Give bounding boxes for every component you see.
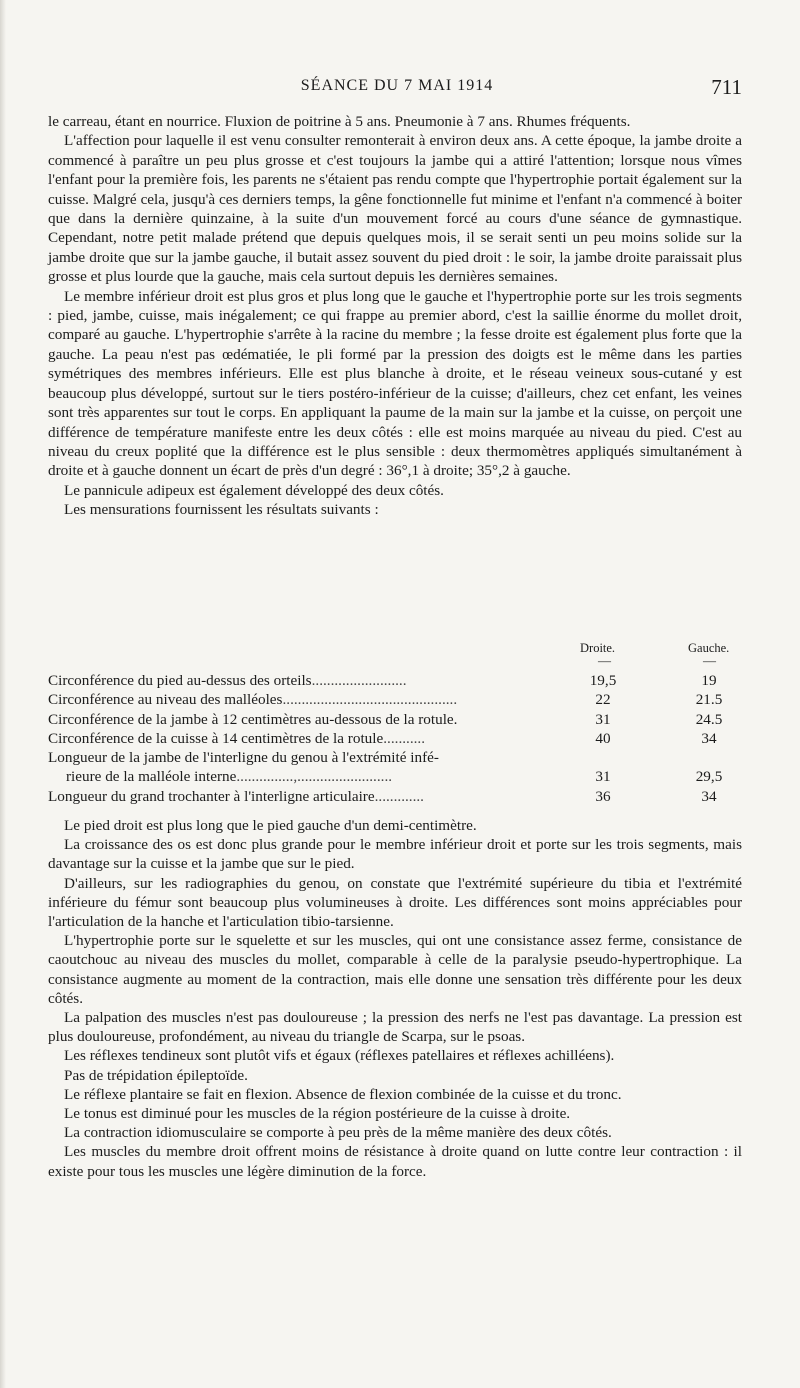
dash-gauche: — [703, 653, 716, 668]
leader-dots: ............. [374, 787, 424, 805]
paragraph: Les muscles du membre droit offrent moins de résistance à droite quand on lutte contre leur contraction : il existe pour tous les muscles une légère diminution de la force. [48, 1143, 742, 1180]
leader-dots: .............................................. [282, 691, 458, 709]
table-row [48, 710, 742, 729]
paragraph: le carreau, étant en nourrice. Fluxion de poitrine à 5 ans. Pneumonie à 7 ans. Rhumes fréquents. [48, 113, 631, 130]
paragraph: Les réflexes tendineux sont plutôt vifs et égaux (réflexes patellaires et réflexes achilléens). [64, 1047, 615, 1065]
value-gauche: 21.5 [695, 691, 723, 709]
row-label: Longueur du grand trochanter à l'interligne articulaire [48, 787, 375, 805]
value-droite: 40 [595, 729, 611, 747]
table-row [48, 767, 742, 786]
row-label: Circonférence au niveau des malléoles [48, 691, 283, 709]
value-droite: 19,5 [589, 672, 617, 689]
leader-dots: ........... [383, 729, 426, 747]
paragraph: D'ailleurs, sur les radiographies du genou, on constate que l'extrémité supérieure du tibia et l'extrémité inférieure du fémur sont beaucoup plus volumineuses à droite. Les différences sont moins appréciables pour l'articulation de la hanche et l'articulation tibio-tarsienne. [48, 874, 742, 931]
table-row [48, 748, 742, 767]
value-droite: 22 [595, 691, 611, 709]
body-text-before-table [48, 112, 742, 520]
leader-dots: ...............,......................... [236, 768, 393, 786]
running-head: SÉANCE DU 7 MAI 1914 [300, 77, 494, 94]
measurements-table [48, 641, 742, 806]
leader-dots: ......................... [311, 672, 407, 689]
paragraph: Le réflexe plantaire se fait en flexion. Absence de flexion combinée de la cuisse et du tronc. [64, 1085, 622, 1103]
value-gauche: 34 [701, 787, 717, 805]
table-row [48, 787, 742, 806]
paragraph: Le tonus est diminué pour les muscles de la région postérieure de la cuisse à droite. [64, 1105, 571, 1123]
value-droite: 31 [595, 768, 611, 786]
paragraph: L'affection pour laquelle il est venu consulter remonterait à environ deux ans. A cette époque, la jambe droite a commencé à paraître un peu plus grosse et c'est toujours la jambe qui a attiré l'attention; lorsque nous vîmes l'enfant pour la première fois, les parents ne s'étaient pas rendu compte que l'hypertrophie portait également sur la cuisse. Malgré cela, jusqu'à ces derniers temps, la gêne fonctionnelle fut minime et l'enfant n'a commencé à boiter que dans la dernière quinzaine, à la suite d'un mouvement forcé au cours d'une séance de gymnastique. Cependant, notre petit malade prétend que depuis quelques mois, il se serait senti un peu moins solide sur la jambe droite que sur la jambe gauche, il butait assez souvent du pied droit : le soir, la jambe droite paraissait plus grosse et plus lourde que la gauche, mais cela surtout depuis les dernières semaines. [48, 132, 742, 286]
dash-droite: — [598, 653, 611, 668]
value-droite: 31 [595, 710, 611, 728]
paragraph: Les mensurations fournissent les résultats suivants : [64, 501, 379, 519]
paragraph: Le membre inférieur droit est plus gros et plus long que le gauche et l'hypertrophie porte sur les trois segments : pied, jambe, cuisse, mais inégalement; ce qui frappe au premier abord, c'est la saillie énorme du mollet droit, comparé au gauche. L'hypertrophie s'arrête à la racine du membre ; la fesse droite est également plus forte que la gauche. La peau n'est pas œdématiée, le pli formé par la pression des doigts est le même dans les parties symétriques des membres inférieurs. Elle est plus blanche à droite, et le réseau veineux sous-cutané y est beaucoup plus développé, surtout sur le tiers postéro-inférieur de la cuisse; d'ailleurs, chez cet enfant, les veines sont très apparentes sur tout le corps. En appliquant la paume de la main sur la jambe et la cuisse, on perçoit une différence de température manifeste entre les deux côtés : elle est moins marquée au niveau du pied. C'est au niveau du creux poplité que la différence est le plus sensible : deux thermomètres appliqués simultanément à droite et à gauche donnent un écart de près d'un degré : 36°,1 à droite; 35°,2 à gauche. [48, 287, 742, 480]
paragraph: La palpation des muscles n'est pas douloureuse ; la pression des nerfs ne l'est pas davantage. La pression est plus douloureuse, profondément, au niveau du triangle de Scarpa, sur le psoas. [48, 1009, 742, 1046]
paragraph: La croissance des os est donc plus grande pour le membre inférieur droit et porte sur les trois segments, mais davantage sur la cuisse et la jambe que sur le pied. [48, 836, 742, 873]
row-label: Circonférence de la jambe à 12 centimètres au-dessous de la rotule. [48, 710, 458, 728]
page-header [52, 75, 742, 101]
body-text-after-table [48, 816, 742, 1181]
table-row [48, 690, 742, 709]
value-droite: 36 [595, 787, 611, 805]
table-header-dashes [48, 653, 742, 671]
value-gauche: 19 [701, 672, 717, 689]
paragraph: Le pied droit est plus long que le pied gauche d'un demi-centimètre. [64, 817, 477, 834]
table-row [48, 729, 742, 748]
row-label: Circonférence du pied au-dessus des orteils [48, 672, 312, 689]
paragraph: L'hypertrophie porte sur le squelette et sur les muscles, qui ont une consistance assez ferme, consistance de caoutchouc au niveau des muscles du mollet, comparable à celle de la paralysie pseudo-hypertrophique. La consistance augmente au moment de la contraction, mais elle donne une sensation très différente pour les deux côtés. [48, 932, 742, 1007]
page-number: 711 [711, 75, 742, 99]
row-label: rieure de la malléole interne [66, 768, 237, 786]
paragraph: Le pannicule adipeux est également développé des deux côtés. [64, 481, 444, 499]
value-gauche: 34 [701, 729, 717, 747]
table-column-headers [48, 641, 742, 659]
value-gauche: 29,5 [695, 768, 723, 786]
value-gauche: 24.5 [695, 710, 723, 728]
page-edge-shadow [0, 0, 6, 1388]
row-label: Circonférence de la cuisse à 14 centimètres de la rotule [48, 729, 384, 747]
table-row [48, 671, 742, 690]
row-label: Longueur de la jambe de l'interligne du genou à l'extrémité infé- [48, 749, 439, 767]
paragraph: La contraction idiomusculaire se comporte à peu près de la même manière des deux côtés. [64, 1124, 612, 1142]
column-header-droite: Droite. [580, 641, 616, 655]
paragraph: Pas de trépidation épileptoïde. [64, 1066, 248, 1084]
column-header-gauche: Gauche. [688, 641, 730, 655]
